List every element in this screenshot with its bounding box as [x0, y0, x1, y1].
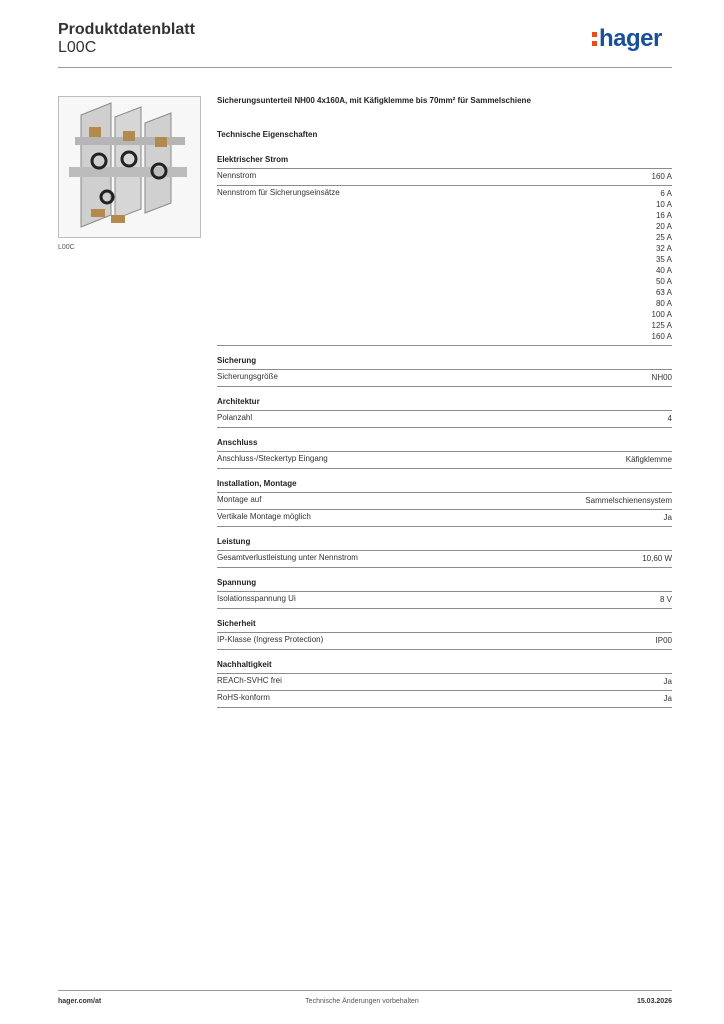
footer-note: Technische Änderungen vorbehalten	[305, 998, 419, 1005]
spec-value-item: 10,60 W	[642, 554, 672, 563]
product-description: Sicherungsunterteil NH00 4x160A, mit Käfigklemme bis 70mm² für Sammelschiene	[217, 96, 531, 105]
spec-value-item: 160 A	[651, 332, 672, 341]
spec-value	[664, 512, 672, 523]
spec-group	[217, 356, 672, 387]
spec-label: Gesamtverlustleistung unter Nennstrom	[217, 553, 358, 562]
spec-row	[217, 169, 672, 186]
spec-value-item: 100 A	[651, 310, 672, 319]
spec-group	[217, 660, 672, 708]
spec-value-item: Ja	[663, 513, 672, 522]
spec-label: Sicherungsgröße	[217, 372, 278, 381]
spec-label: Isolationsspannung Ui	[217, 594, 296, 603]
spec-group-title: Elektrischer Strom	[217, 155, 672, 169]
section-title: Technische Eigenschaften	[217, 130, 318, 139]
spec-value-item: 10 A	[655, 200, 672, 209]
header-divider	[58, 67, 672, 68]
product-photo	[58, 96, 201, 238]
spec-value-item: NH00	[651, 373, 672, 382]
doc-title: Produktdatenblatt	[58, 21, 195, 38]
spec-group-title: Leistung	[217, 537, 672, 551]
product-code: L00C	[58, 39, 97, 56]
spec-value	[652, 372, 672, 383]
spec-group	[217, 537, 672, 568]
photo-caption: L00C	[58, 244, 75, 251]
spec-value-item: 16 A	[655, 211, 672, 220]
spec-group-title: Installation, Montage	[217, 479, 672, 493]
spec-row	[217, 370, 672, 387]
footer-website[interactable]: hager.com/at	[58, 998, 102, 1005]
spec-group-title: Sicherung	[217, 356, 672, 370]
spec-label: RoHS-konform	[217, 693, 270, 702]
spec-group-title: Spannung	[217, 578, 672, 592]
spec-label: IP-Klasse (Ingress Protection)	[217, 635, 324, 644]
spec-row	[217, 592, 672, 609]
spec-group-title: Nachhaltigkeit	[217, 660, 672, 674]
spec-group	[217, 397, 672, 428]
hager-logo	[592, 27, 662, 51]
spec-value-item: 63 A	[655, 288, 672, 297]
spec-value-item: 50 A	[655, 277, 672, 286]
spec-value-item: 160 A	[651, 172, 672, 181]
spec-value-item: 20 A	[655, 222, 672, 231]
spec-label: Vertikale Montage möglich	[217, 512, 311, 521]
spec-label: Nennstrom	[217, 171, 257, 180]
spec-group-title: Sicherheit	[217, 619, 672, 633]
spec-row	[217, 674, 672, 691]
spec-value	[656, 635, 672, 646]
spec-value	[664, 693, 672, 704]
spec-value-item: IP00	[655, 636, 672, 645]
spec-content	[217, 96, 672, 718]
spec-value-item: Sammelschienensystem	[585, 496, 672, 505]
spec-value	[652, 171, 672, 182]
spec-value	[585, 495, 672, 506]
spec-label: REACh-SVHC frei	[217, 676, 282, 685]
spec-value-item: 32 A	[655, 244, 672, 253]
logo-text: hager	[599, 25, 662, 52]
spec-row	[217, 452, 672, 469]
spec-value-item: 8 V	[659, 595, 672, 604]
spec-value	[668, 413, 672, 424]
spec-value-item: 80 A	[655, 299, 672, 308]
spec-value-item: 4	[667, 414, 672, 423]
footer-date: 15.03.2026	[636, 998, 672, 1005]
spec-value	[652, 188, 672, 342]
spec-row	[217, 551, 672, 568]
spec-value-item: Käfigklemme	[625, 455, 672, 464]
logo-dots-icon	[592, 27, 597, 50]
spec-value	[626, 454, 672, 465]
fuse-base-photo-icon	[59, 97, 200, 237]
spec-value-item: 6 A	[660, 189, 672, 198]
spec-value	[660, 594, 672, 605]
spec-groups	[217, 155, 672, 708]
spec-value-item: 25 A	[655, 233, 672, 242]
footer-divider	[58, 990, 672, 991]
spec-group	[217, 155, 672, 346]
spec-group	[217, 438, 672, 469]
spec-value	[642, 553, 672, 564]
spec-value-item: 125 A	[651, 321, 672, 330]
spec-group	[217, 619, 672, 650]
spec-group	[217, 578, 672, 609]
spec-row	[217, 510, 672, 527]
spec-value-item: Ja	[663, 694, 672, 703]
spec-group	[217, 479, 672, 527]
spec-value-item: 35 A	[655, 255, 672, 264]
spec-label: Anschluss-/Steckertyp Eingang	[217, 454, 328, 463]
spec-label: Polanzahl	[217, 413, 253, 422]
spec-value-item: 40 A	[655, 266, 672, 275]
spec-row	[217, 411, 672, 428]
spec-row	[217, 493, 672, 510]
spec-label: Montage auf	[217, 495, 262, 504]
spec-value	[664, 676, 672, 687]
spec-label: Nennstrom für Sicherungseinsätze	[217, 188, 340, 197]
spec-value-item: Ja	[663, 677, 672, 686]
spec-row	[217, 186, 672, 346]
spec-row	[217, 691, 672, 708]
spec-group-title: Anschluss	[217, 438, 672, 452]
spec-row	[217, 633, 672, 650]
spec-group-title: Architektur	[217, 397, 672, 411]
